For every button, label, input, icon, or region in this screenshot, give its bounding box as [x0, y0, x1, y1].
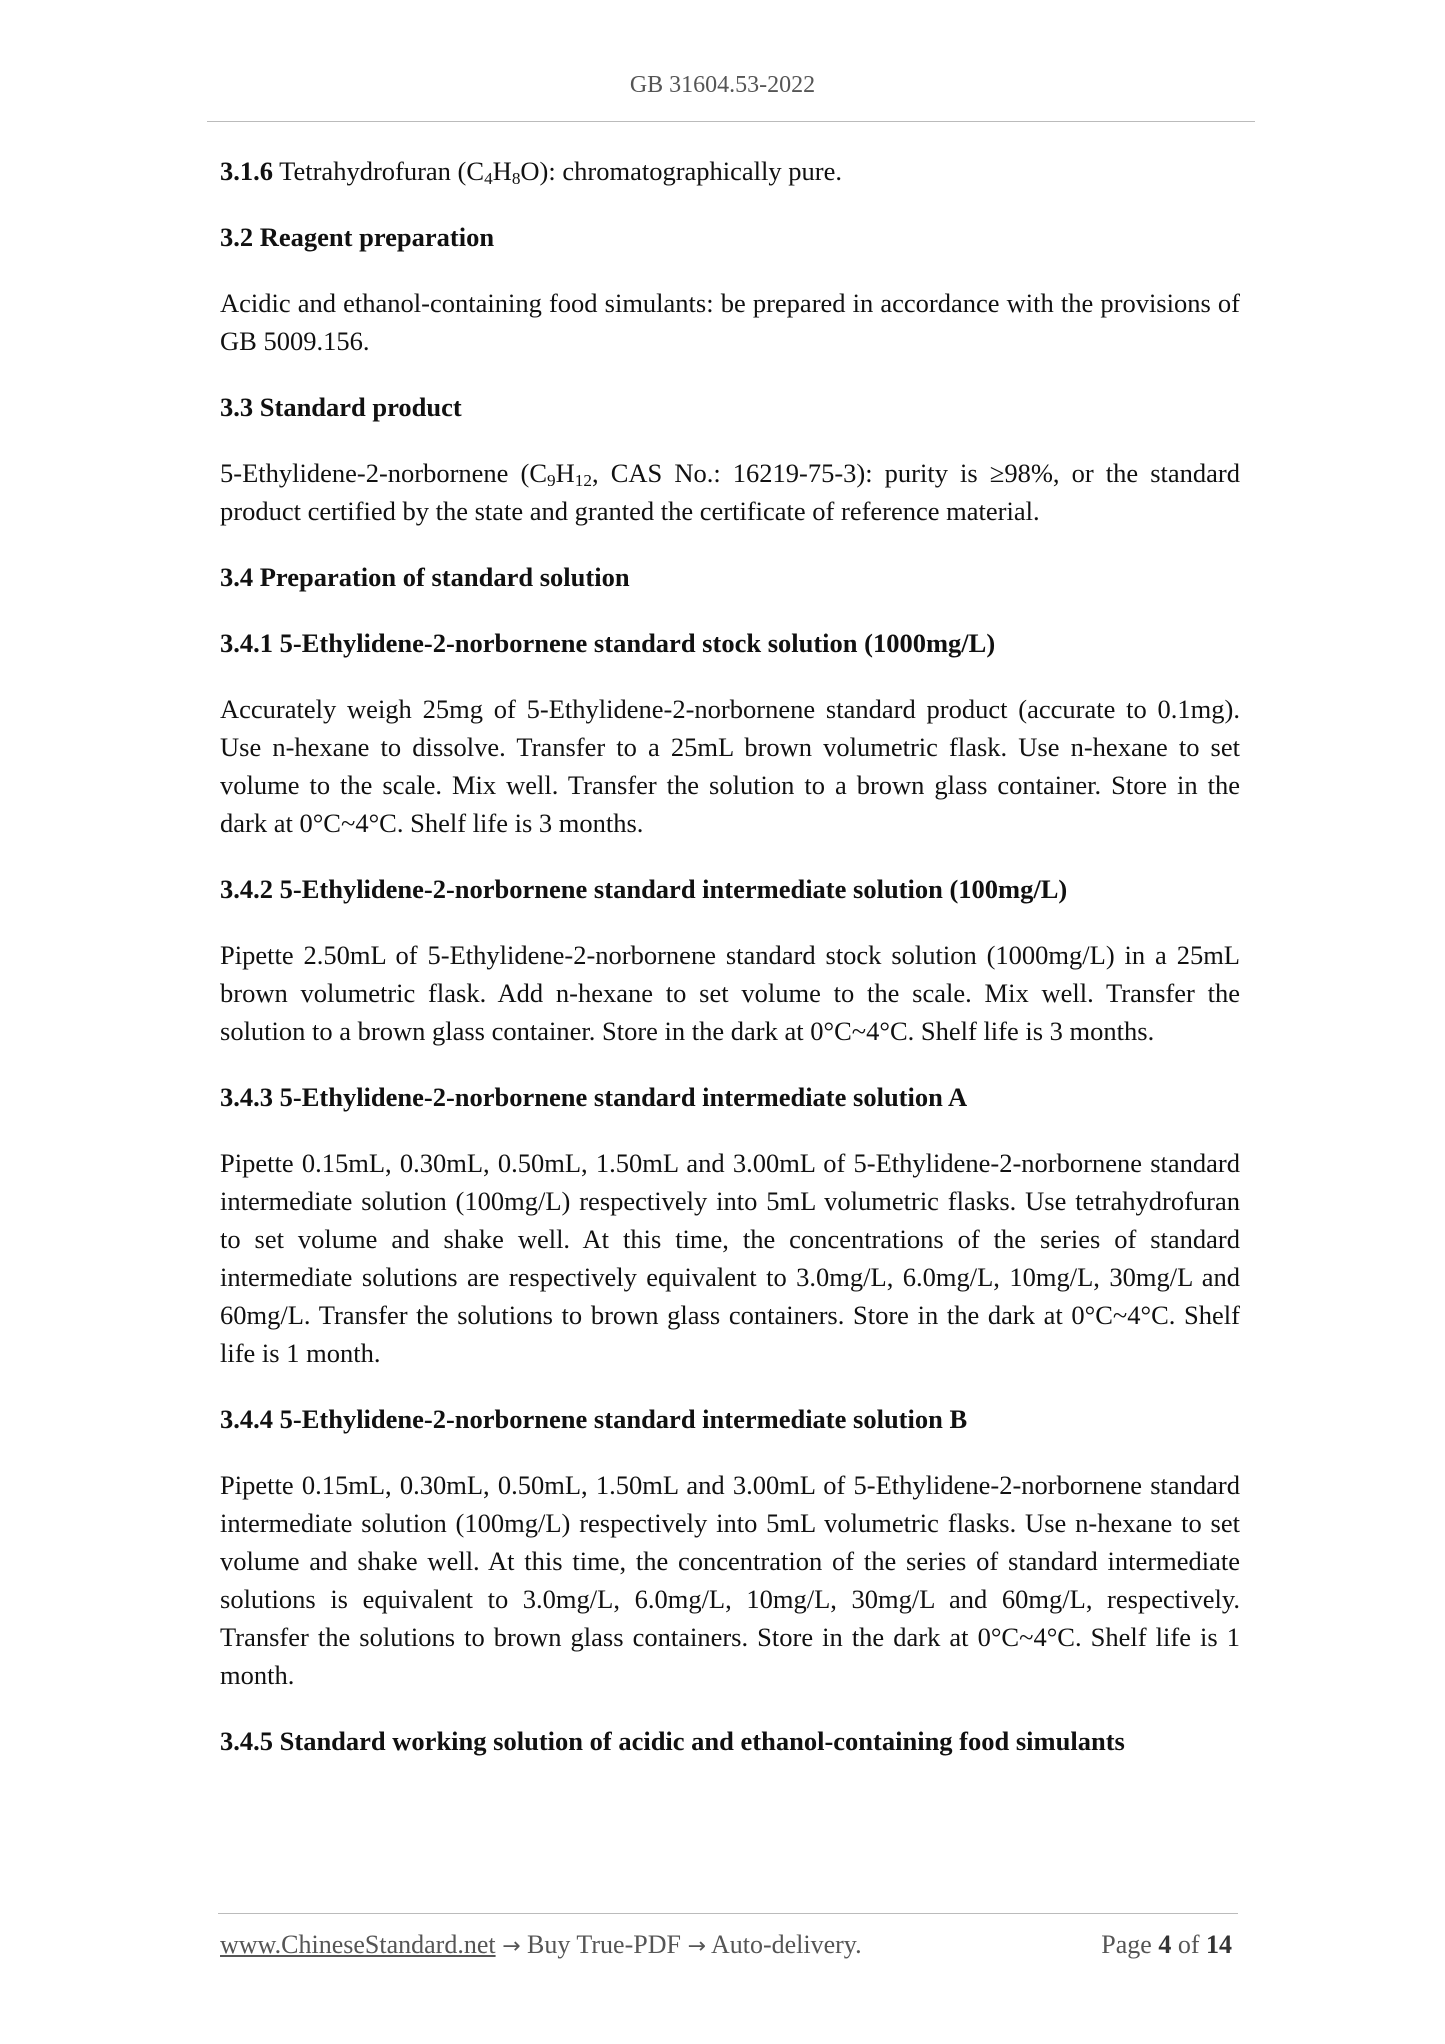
section-heading-3-4-5: 3.4.5 Standard working solution of acidic and ethanol-containing food simulants — [220, 1726, 1125, 1756]
section-heading-3-4-4: 3.4.4 5-Ethylidene-2-norbornene standard intermediate solution B — [220, 1404, 968, 1434]
page-indicator: Page 4 of 14 — [1101, 1930, 1232, 1959]
page-header: GB 31604.53-2022 — [629, 72, 816, 98]
section-heading-3-4-2: 3.4.2 5-Ethylidene-2-norbornene standard intermediate solution (100mg/L) — [220, 874, 1068, 904]
section-body-3-4-1: Accurately weigh 25mg of 5-Ethylidene-2-norbornene standard product (accurate to 0.1mg). Use n-hexane to dissolve. Transfer to a 25mL brown volumetric flask. Use n-hexane to set volume to the scale. Mix well. Transfer the solution to a brown glass container. Store in the dark at 0°C~4°C. Shelf life is 3 months. — [220, 694, 1240, 838]
header-divider — [207, 121, 1255, 122]
section-heading-3-4-3: 3.4.3 5-Ethylidene-2-norbornene standard intermediate solution A — [220, 1082, 968, 1112]
buy-pdf-text: Buy True-PDF — [527, 1930, 681, 1959]
section-number: 3.1.6 — [220, 156, 273, 186]
delivery-text: Auto-delivery. — [710, 1930, 862, 1959]
page-total: 14 — [1206, 1930, 1232, 1959]
page-number: 4 — [1158, 1930, 1172, 1959]
arrow-right-icon: → — [687, 1934, 706, 1959]
footer-left — [220, 1930, 862, 1960]
section-heading-3-4-1: 3.4.1 5-Ethylidene-2-norbornene standard stock solution (1000mg/L) — [220, 628, 996, 658]
section-heading-3-3: 3.3 Standard product — [220, 392, 462, 422]
document-body — [220, 152, 1240, 1788]
page-footer — [220, 1930, 1232, 1960]
section-3-1-6: 3.1.6 Tetrahydrofuran $(C_4H_8O)$: chromatographically pure. — [220, 156, 842, 189]
arrow-right-icon: → — [502, 1934, 521, 1959]
footer-divider — [218, 1913, 1238, 1914]
section-body-3-4-4: Pipette 0.15mL, 0.30mL, 0.50mL, 1.50mL and 3.00mL of 5-Ethylidene-2-norbornene standard intermediate solution (100mg/L) respectively into 5mL volumetric flasks. Use n-hexane to set volume and shake well. At this time, the concentration of the series of standard intermediate solutions is equivalent to 3.0mg/L, 6.0mg/L, 10mg/L, 30mg/L and 60mg/L, respectively. Transfer the solutions to brown glass containers. Store in the dark at 0°C~4°C. Shelf life is 1 month. — [220, 1470, 1240, 1690]
section-heading-3-2: 3.2 Reagent preparation — [220, 222, 495, 252]
section-body-3-3: 5-Ethylidene-2-norbornene ($C_9H_{12}$, CAS No.: 16219-75-3): purity is ≥98%, or the standard product certified by the state and granted the certificate of reference material. — [220, 458, 1240, 526]
website-link[interactable]: www.ChineseStandard.net — [220, 1930, 496, 1959]
section-body-3-4-2: Pipette 2.50mL of 5-Ethylidene-2-norbornene standard stock solution (1000mg/L) in a 25mL brown volumetric flask. Add n-hexane to set volume to the scale. Mix well. Transfer the solution to a brown glass container. Store in the dark at 0°C~4°C. Shelf life is 3 months. — [220, 940, 1240, 1046]
section-body-3-4-3: Pipette 0.15mL, 0.30mL, 0.50mL, 1.50mL and 3.00mL of 5-Ethylidene-2-norbornene standard intermediate solution (100mg/L) respectively into 5mL volumetric flasks. Use tetrahydrofuran to set volume and shake well. At this time, the concentrations of the series of standard intermediate solutions are respectively equivalent to 3.0mg/L, 6.0mg/L, 10mg/L, 30mg/L and 60mg/L. Transfer the solutions to brown glass containers. Store in the dark at 0°C~4°C. Shelf life is 1 month. — [220, 1148, 1240, 1368]
section-body-3-2: Acidic and ethanol-containing food simulants: be prepared in accordance with the provisions of GB 5009.156. — [220, 288, 1240, 356]
section-heading-3-4: 3.4 Preparation of standard solution — [220, 562, 630, 592]
